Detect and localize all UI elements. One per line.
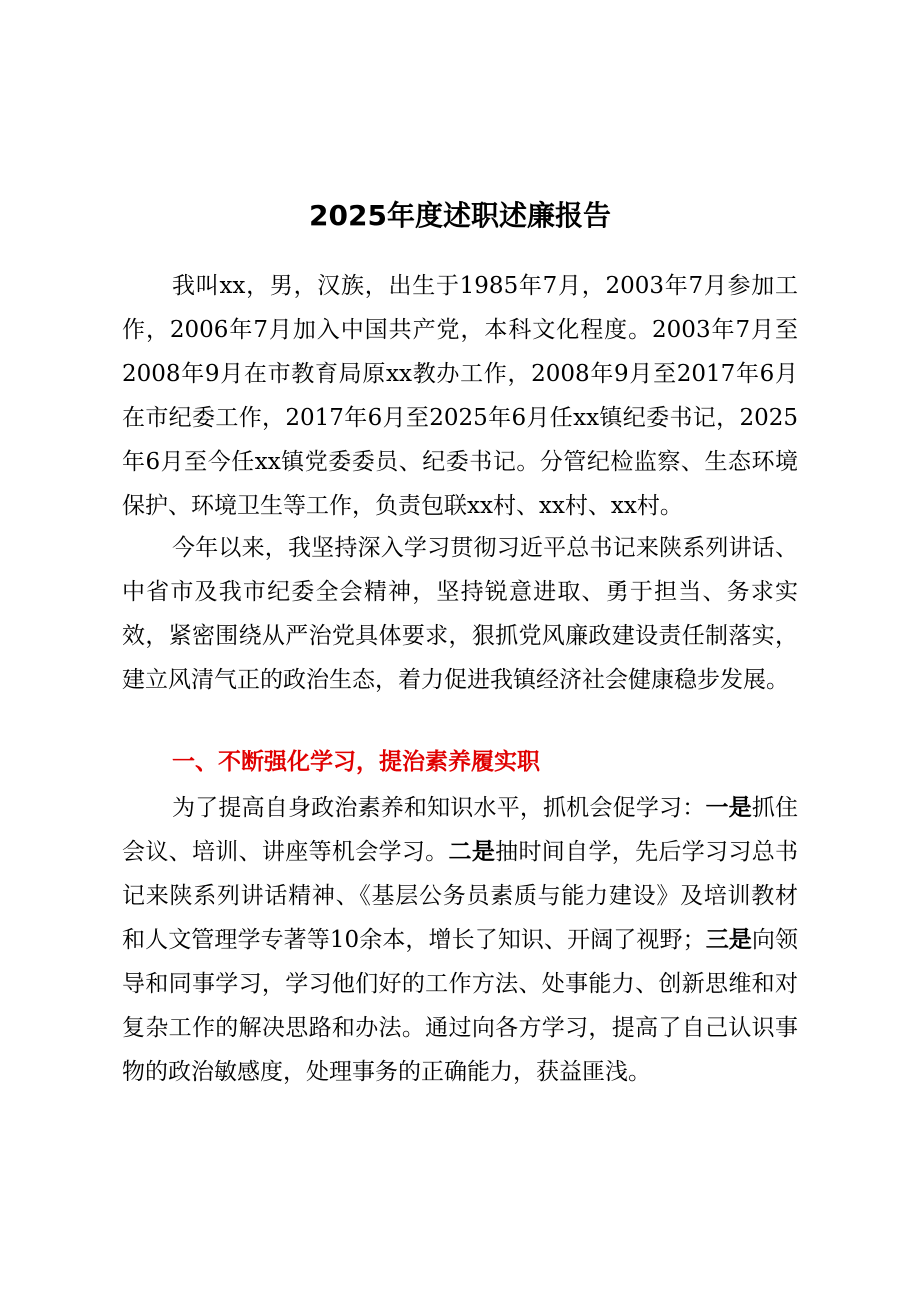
- lead-phrase-first: 一是: [705, 795, 752, 821]
- page-title: 2025年度述职述廉报告: [309, 199, 611, 232]
- paragraph-study-details: [122, 786, 798, 1094]
- section-heading-study: 一、不断强化学习，提治素养履实职: [172, 749, 540, 775]
- paragraph-personal-info: 我叫xx，男，汉族，出生于1985年7月，2003年7月参加工作，2006年7月加入中国共产党，本科文化程度。2003年7月至2008年9月在市教育局原xx教办工作，2008年9月至2017年6月在市纪委工作，2017年6月至2025年6月任xx镇纪委书记，2025年6月至今任xx镇党委委员、纪委书记。分管纪检监察、生态环境保护、环境卫生等工作，负责包联xx村、xx村、xx村。: [122, 273, 798, 519]
- paragraph-text: 为了提高自身政治素养和知识水平，抓机会促学习：: [172, 795, 706, 821]
- paragraph-text: 抓住会议、培训、讲座等机会学习。: [122, 795, 799, 865]
- lead-phrase-second: 二是: [448, 839, 496, 865]
- paragraph-overview: 今年以来，我坚持深入学习贯彻习近平总书记来陕系列讲话、中省市及我市纪委全会精神，坚持锐意进取、勇于担当、务求实效，紧密围绕从严治党具体要求，狠抓党风廉政建设责任制落实，建立风清气正的政治生态，着力促进我镇经济社会健康稳步发展。: [122, 535, 798, 693]
- paragraph-text: 抽时间自学，先后学习习总书记来陕系列讲话精神、《基层公务员素质与能力建设》及培训教材和人文管理学专著等10余本，增长了知识、开阔了视野；: [122, 839, 799, 953]
- lead-phrase-third: 三是: [705, 927, 752, 953]
- paragraph-text: 向领导和同事学习，学习他们好的工作方法、处事能力、创新思维和对复杂工作的解决思路和办法。通过向各方学习，提高了自己认识事物的政治敏感度，处理事务的正确能力，获益匪浅。: [122, 927, 799, 1085]
